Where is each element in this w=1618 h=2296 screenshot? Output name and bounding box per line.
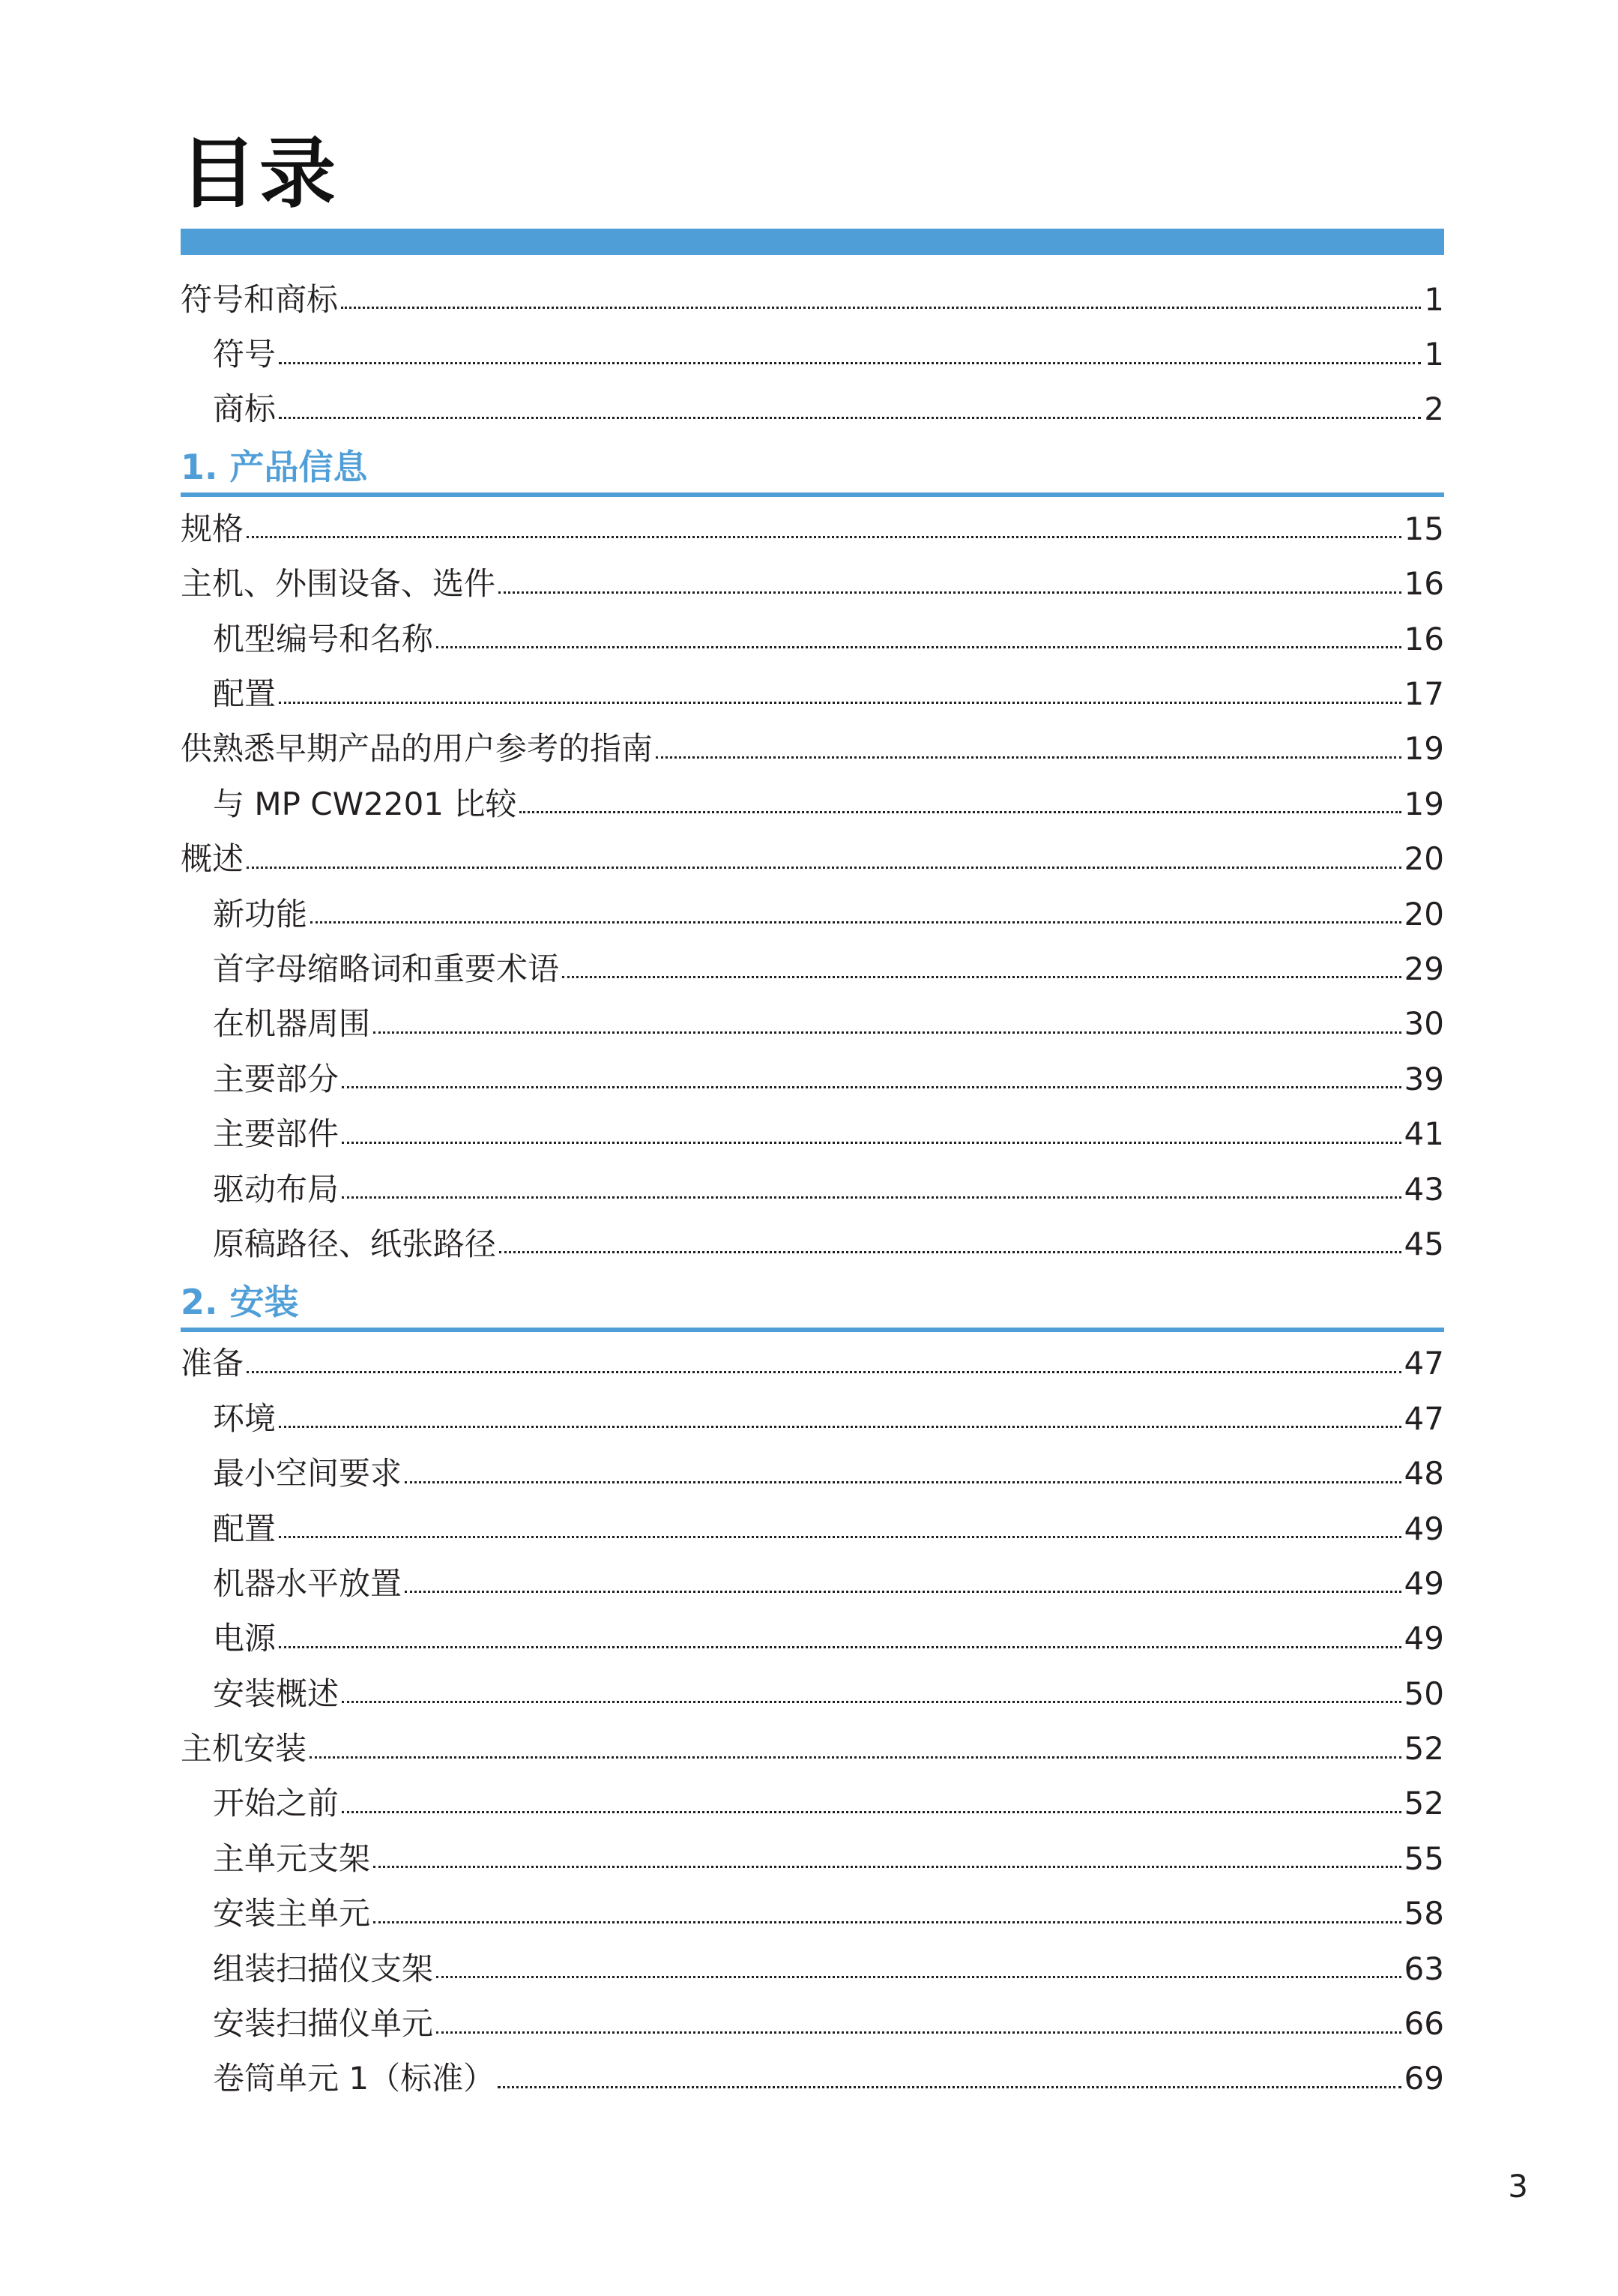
toc-leader-dots — [342, 1811, 1401, 1813]
toc-entry-page: 63 — [1404, 1950, 1444, 1987]
toc-entry-page: 49 — [1404, 1564, 1444, 1602]
toc-leader-dots — [247, 1371, 1401, 1373]
toc-leader-dots — [341, 307, 1421, 309]
toc-entry-label: 主单元支架 — [213, 1839, 371, 1877]
toc-entry-label: 电源 — [213, 1620, 277, 1657]
toc-leader-dots — [279, 362, 1421, 364]
toc-entry[interactable] — [181, 557, 1444, 612]
toc-entry-page: 58 — [1404, 1895, 1444, 1932]
toc-leader-dots — [279, 1426, 1401, 1428]
toc-entry-page: 1 — [1424, 280, 1444, 318]
toc-entry[interactable] — [181, 887, 1444, 941]
toc-entry[interactable] — [181, 1162, 1444, 1217]
toc-entry[interactable] — [181, 1612, 1444, 1666]
toc-entry-label: 与 MP CW2201 比较 — [213, 785, 517, 822]
toc-entry[interactable] — [181, 666, 1444, 721]
toc-entry-page: 48 — [1404, 1455, 1444, 1492]
toc-leader-dots — [247, 867, 1401, 869]
chapter-1-list — [181, 501, 1444, 1271]
toc-entry[interactable] — [181, 777, 1444, 831]
toc-leader-dots — [342, 1142, 1401, 1144]
toc-entry[interactable] — [181, 1996, 1444, 2051]
toc-entry-page: 47 — [1404, 1345, 1444, 1382]
toc-entry-page: 16 — [1404, 565, 1444, 603]
toc-entry[interactable] — [181, 997, 1444, 1052]
table-of-contents — [181, 272, 1444, 2106]
toc-entry-label: 开始之前 — [213, 1785, 339, 1822]
toc-entry-label: 准备 — [181, 1345, 244, 1382]
toc-entry-label: 机型编号和名称 — [213, 620, 434, 657]
toc-leader-dots — [499, 1251, 1401, 1253]
page-number: 3 — [1508, 2168, 1528, 2205]
toc-entry-label: 安装扫描仪单元 — [213, 2005, 434, 2043]
toc-entry[interactable] — [181, 1777, 1444, 1831]
toc-entry[interactable] — [181, 1941, 1444, 1996]
toc-entry-page: 66 — [1404, 2005, 1444, 2043]
toc-leader-dots — [373, 1866, 1401, 1868]
toc-entry-label: 主要部件 — [213, 1115, 339, 1153]
toc-leader-dots — [519, 811, 1401, 813]
toc-entry-page: 55 — [1404, 1839, 1444, 1877]
toc-entry-label: 符号 — [213, 336, 277, 373]
toc-entry-label: 主机、外围设备、选件 — [181, 565, 496, 603]
toc-entry-label: 新功能 — [213, 895, 308, 932]
toc-leader-dots — [436, 646, 1401, 648]
toc-entry[interactable] — [181, 272, 1444, 327]
toc-entry[interactable] — [181, 941, 1444, 996]
toc-entry-page: 1 — [1424, 336, 1444, 373]
toc-entry-label: 规格 — [181, 510, 244, 547]
toc-entry-page: 69 — [1404, 2060, 1444, 2097]
toc-entry-label: 安装概述 — [213, 1675, 339, 1712]
toc-entry-page: 17 — [1404, 675, 1444, 713]
toc-entry-label: 符号和商标 — [181, 280, 339, 318]
toc-entry[interactable] — [181, 1337, 1444, 1391]
toc-entry[interactable] — [181, 327, 1444, 382]
toc-leader-dots — [373, 1031, 1401, 1034]
toc-entry-label: 供熟悉早期产品的用户参考的指南 — [181, 730, 653, 768]
toc-entry-label: 最小空间要求 — [213, 1455, 402, 1492]
toc-entry[interactable] — [181, 1501, 1444, 1556]
toc-leader-dots — [279, 417, 1421, 419]
toc-entry-page: 19 — [1404, 785, 1444, 822]
toc-entry-page: 47 — [1404, 1399, 1444, 1437]
toc-entry-label: 概述 — [181, 840, 244, 878]
front-matter-list — [181, 272, 1444, 437]
toc-entry-label: 配置 — [213, 675, 277, 713]
toc-entry-label: 原稿路径、纸张路径 — [213, 1225, 497, 1262]
toc-entry-label: 安装主单元 — [213, 1895, 371, 1932]
toc-entry[interactable] — [181, 722, 1444, 777]
chapter-2-list — [181, 1337, 1444, 2106]
toc-leader-dots — [656, 756, 1401, 759]
toc-entry[interactable] — [181, 1391, 1444, 1446]
toc-entry[interactable] — [181, 382, 1444, 437]
toc-entry-label: 主机安装 — [181, 1730, 307, 1768]
toc-entry-page: 45 — [1404, 1225, 1444, 1262]
toc-leader-dots — [310, 1756, 1401, 1759]
page-title: 目录 — [180, 130, 339, 219]
toc-entry[interactable] — [181, 1446, 1444, 1501]
toc-entry[interactable] — [181, 1666, 1444, 1721]
toc-entry-page: 49 — [1404, 1620, 1444, 1657]
toc-entry[interactable] — [181, 1887, 1444, 1941]
toc-entry[interactable] — [181, 1052, 1444, 1106]
toc-entry-label: 首字母缩略词和重要术语 — [213, 950, 560, 987]
toc-entry-page: 19 — [1404, 730, 1444, 768]
toc-leader-dots — [405, 1591, 1401, 1593]
chapter-2-title: 2. 安装 — [181, 1281, 299, 1322]
toc-entry-label: 配置 — [213, 1510, 277, 1547]
toc-entry-page: 2 — [1424, 391, 1444, 428]
toc-entry-page: 43 — [1404, 1170, 1444, 1208]
toc-entry-page: 20 — [1404, 895, 1444, 932]
toc-entry-label: 机器水平放置 — [213, 1564, 402, 1602]
toc-entry-page: 20 — [1404, 840, 1444, 878]
toc-leader-dots — [342, 1196, 1401, 1199]
toc-entry[interactable] — [181, 1831, 1444, 1886]
toc-leader-dots — [405, 1481, 1401, 1483]
toc-leader-dots — [498, 2086, 1401, 2088]
toc-leader-dots — [436, 2031, 1401, 2034]
toc-entry-page: 52 — [1404, 1730, 1444, 1768]
toc-entry[interactable] — [181, 501, 1444, 556]
toc-entry-page: 49 — [1404, 1510, 1444, 1547]
title-bar — [181, 229, 1444, 255]
toc-entry-label: 环境 — [213, 1399, 277, 1437]
chapter-1-title: 1. 产品信息 — [181, 447, 368, 488]
toc-entry-label: 卷筒单元 1（标准） — [213, 2060, 495, 2097]
toc-entry-label: 在机器周围 — [213, 1005, 371, 1043]
toc-leader-dots — [279, 1536, 1401, 1538]
toc-entry[interactable] — [181, 1106, 1444, 1161]
toc-entry-label: 商标 — [213, 391, 277, 428]
toc-entry-page: 29 — [1404, 950, 1444, 987]
chapter-1-heading[interactable] — [181, 437, 1444, 497]
chapter-1-rule — [181, 492, 1444, 497]
toc-entry-label: 驱动布局 — [213, 1170, 339, 1208]
toc-entry-page: 39 — [1404, 1060, 1444, 1097]
toc-leader-dots — [247, 536, 1401, 538]
toc-entry-label: 组装扫描仪支架 — [213, 1950, 434, 1987]
toc-leader-dots — [279, 702, 1401, 704]
toc-entry-page: 15 — [1404, 510, 1444, 547]
toc-entry[interactable] — [181, 2052, 1444, 2106]
toc-leader-dots — [562, 976, 1401, 978]
toc-entry-page: 41 — [1404, 1115, 1444, 1153]
toc-leader-dots — [342, 1701, 1401, 1703]
toc-leader-dots — [436, 1976, 1401, 1978]
toc-leader-dots — [373, 1921, 1401, 1923]
toc-leader-dots — [342, 1086, 1401, 1088]
toc-leader-dots — [279, 1646, 1401, 1648]
toc-entry[interactable] — [181, 1556, 1444, 1611]
toc-entry-page: 16 — [1404, 620, 1444, 657]
toc-leader-dots — [310, 921, 1401, 923]
toc-entry-label: 主要部分 — [213, 1060, 339, 1097]
toc-entry[interactable] — [181, 1721, 1444, 1776]
toc-entry[interactable] — [181, 1217, 1444, 1271]
chapter-2-heading[interactable] — [181, 1272, 1444, 1332]
toc-entry-page: 52 — [1404, 1785, 1444, 1822]
toc-entry-page: 50 — [1404, 1675, 1444, 1712]
chapter-2-rule — [181, 1328, 1444, 1332]
toc-entry[interactable] — [181, 832, 1444, 887]
toc-entry[interactable] — [181, 612, 1444, 666]
toc-leader-dots — [498, 591, 1401, 594]
toc-entry-page: 30 — [1404, 1005, 1444, 1043]
